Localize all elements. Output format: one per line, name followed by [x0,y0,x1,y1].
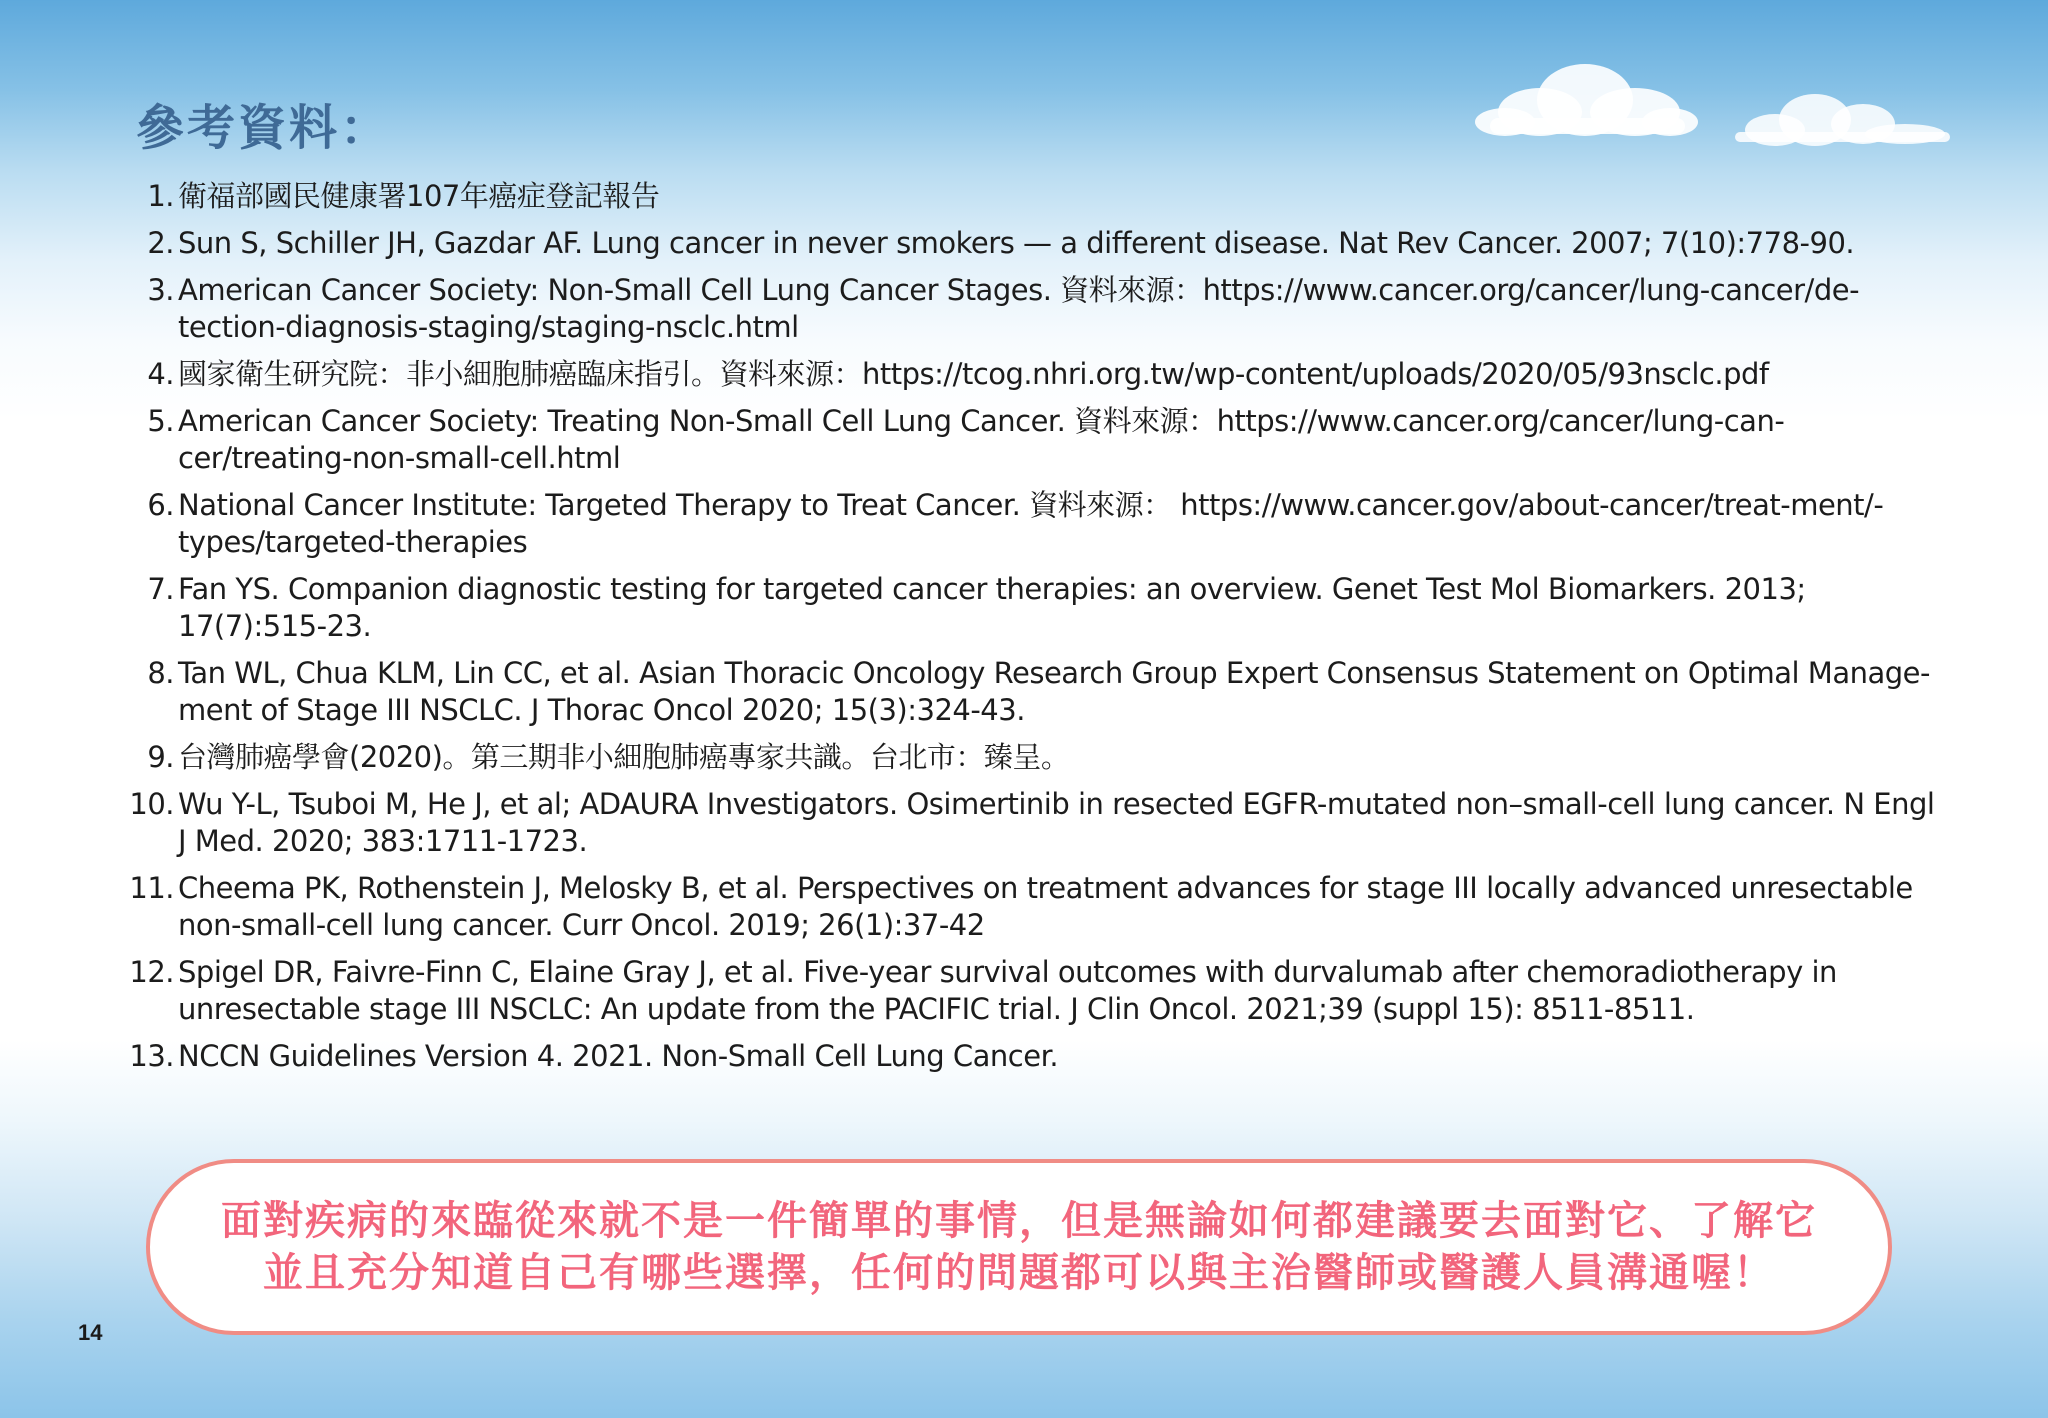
reference-number: 7. [147,572,174,606]
page-number: 14 [78,1320,103,1345]
reference-text: 衛福部國民健康署107年癌症登記報告 [178,179,660,213]
reference-text: 台灣肺癌學會(2020)。第三期非小細胞肺癌專家共識。台北市：臻呈。 [178,740,1070,774]
reference-item [128,786,1938,860]
reference-number: 9. [147,740,174,774]
reference-list [128,178,1938,1085]
message-line-1: 面對疾病的來臨從來就不是一件簡單的事情，但是無論如何都建議要去面對它、了解它 [221,1198,1817,1244]
reference-item [128,739,1938,776]
message-line-2: 並且充分知道自己有哪些選擇，任何的問題都可以與主治醫師或醫護人員溝通喔！ [263,1250,1775,1296]
reference-number: 4. [147,357,174,391]
reference-number: 12. [129,955,174,989]
reference-item [128,954,1938,1028]
reference-number: 11. [129,871,174,905]
reference-text: 國家衛生研究院：非小細胞肺癌臨床指引。資料來源：https://tcog.nhri.org.tw/wp-content/uploads/2020/05/93nsclc.pdf [178,357,1769,391]
reference-item [128,1038,1938,1075]
page-title: 參考資料： [136,100,392,156]
reference-text: Cheema PK, Rothenstein J, Melosky B, et al. Perspectives on treatment advances for stage III locally advanced unresectable non-small-cell lung cancer. Curr Oncol. 2019; 26(1):37-42 [178,871,1913,942]
reference-text: American Cancer Society: Non-Small Cell Lung Cancer Stages. 資料來源：https://www.cancer.org/cancer/lung-cancer/de-tection-diagnosis-staging/staging-nsclc.html [178,273,1860,344]
reference-text: Sun S, Schiller JH, Gazdar AF. Lung cancer in never smokers — a different disease. Nat Rev Cancer. 2007; 7(10):778-90. [178,226,1855,260]
encouragement-message-box [146,1159,1892,1335]
reference-text: NCCN Guidelines Version 4. 2021. Non-Small Cell Lung Cancer. [178,1039,1059,1073]
reference-number: 2. [147,226,174,260]
reference-number: 8. [147,656,174,690]
reference-item [128,356,1938,393]
reference-item [128,870,1938,944]
reference-number: 10. [129,787,174,821]
cloud-large-illustration [1470,50,1700,140]
reference-item [128,403,1938,477]
reference-item [128,225,1938,262]
reference-item [128,571,1938,645]
reference-number: 3. [147,273,174,307]
reference-text: Spigel DR, Faivre-Finn C, Elaine Gray J, et al. Five-year survival outcomes with durvalumab after chemoradiotherapy in unresectable stage III NSCLC: An update from the PACIFIC trial. J Clin Oncol. 2021;39 (suppl 15): 8511-8511. [178,955,1837,1026]
reference-item [128,178,1938,215]
cloud-small-illustration [1715,82,1955,152]
reference-number: 13. [129,1039,174,1073]
reference-text: National Cancer Institute: Targeted Therapy to Treat Cancer. 資料來源： https://www.cancer.gov/about-cancer/treat-ment/-types/targeted-therapies [178,488,1884,559]
reference-number: 5. [147,404,174,438]
reference-number: 6. [147,488,174,522]
reference-text: Fan YS. Companion diagnostic testing for targeted cancer therapies: an overview. Genet Test Mol Biomarkers. 2013; 17(7):515-23. [178,572,1806,643]
reference-text: Tan WL, Chua KLM, Lin CC, et al. Asian Thoracic Oncology Research Group Expert Consensus Statement on Optimal Manage-ment of Stage III NSCLC. J Thorac Oncol 2020; 15(3):324-43. [178,656,1930,727]
reference-item [128,655,1938,729]
reference-item [128,487,1938,561]
reference-number: 1. [147,179,174,213]
reference-text: American Cancer Society: Treating Non-Small Cell Lung Cancer. 資料來源：https://www.cancer.org/cancer/lung-can-cer/treating-non-small-cell.html [178,404,1785,475]
reference-text: Wu Y-L, Tsuboi M, He J, et al; ADAURA Investigators. Osimertinib in resected EGFR-mutated non–small-cell lung cancer. N Engl J Med. 2020; 383:1711-1723. [178,787,1935,858]
reference-item [128,272,1938,346]
